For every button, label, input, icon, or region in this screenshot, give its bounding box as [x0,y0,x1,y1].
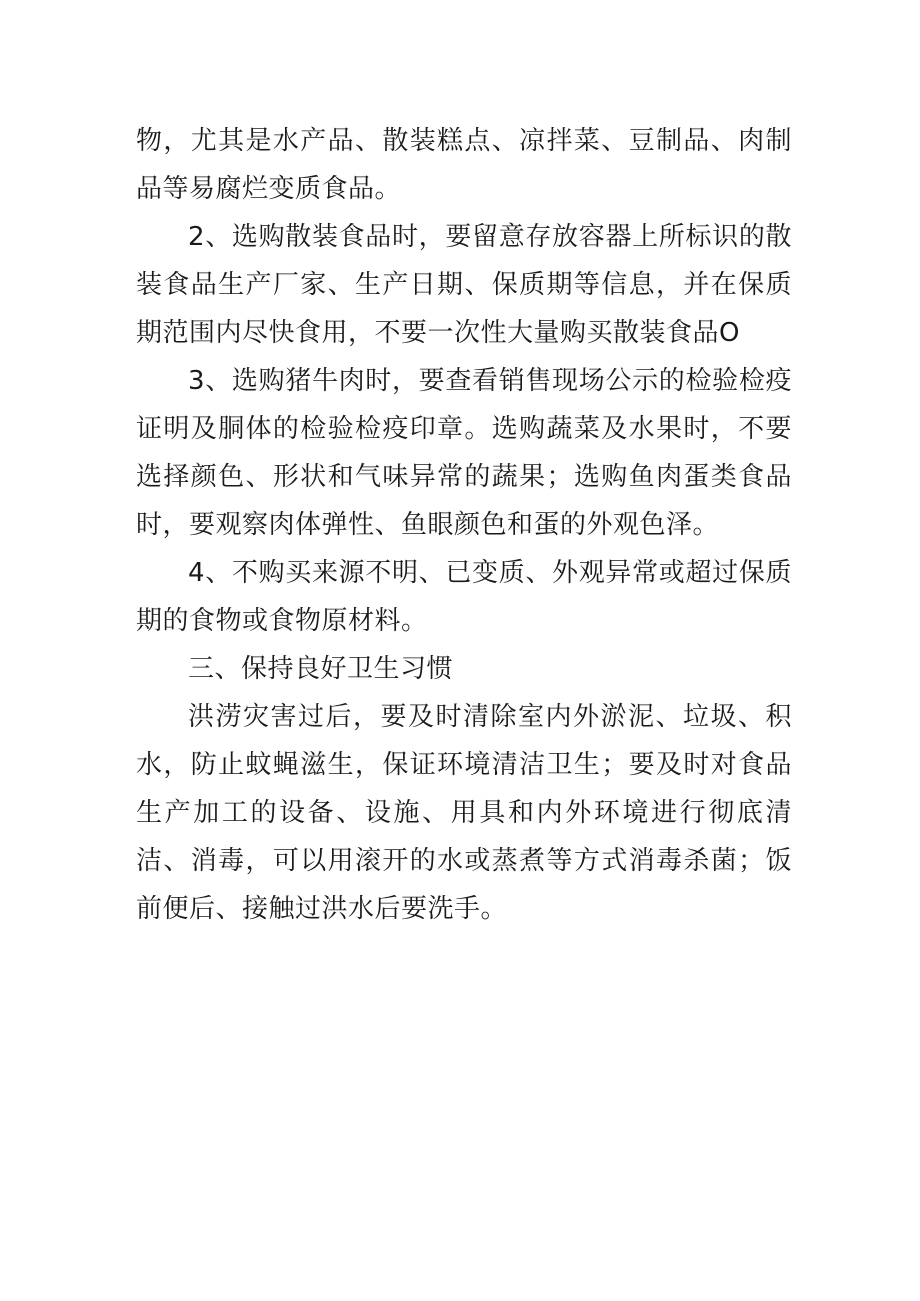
paragraph-item-2: 2、选购散装食品时，要留意存放容器上所标识的散装食品生产厂家、生产日期、保质期等信息，并在保质期范围内尽快食用，不要一次性大量购买散装食品O [136,222,792,348]
paragraph-item-3: 3、选购猪牛肉时，要查看销售现场公示的检验检疫证明及胴体的检验检疫印章。选购蔬菜及水果时，不要选择颜色、形状和气味异常的蔬果；选购鱼肉蛋类食品时，要观察肉体弹性、鱼眼颜色和蛋的外观色泽。 [136,366,792,540]
paragraph-hygiene: 洪涝灾害过后，要及时清除室内外淤泥、垃圾、积水，防止蚊蝇滋生，保证环境清洁卫生；要及时对食品生产加工的设备、设施、用具和内外环境进行彻底清洁、消毒，可以用滚开的水或蒸煮等方式消毒杀菌；饭前便后、接触过洪水后要洗手。 [136,702,792,924]
paragraph-continuation: 物，尤其是水产品、散装糕点、凉拌菜、豆制品、肉制品等易腐烂变质食品。 [136,126,792,204]
paragraph-item-4: 4、不购买来源不明、已变质、外观异常或超过保质期的食物或食物原材料。 [136,558,792,636]
section-heading: 三、保持良好卫生习惯 [188,654,454,684]
document-body [136,117,792,933]
